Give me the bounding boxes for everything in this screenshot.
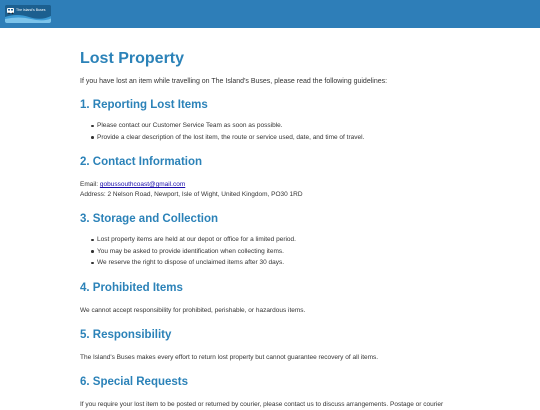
list-item: Provide a clear description of the lost item, the route or service used, date, and time of travel. (91, 132, 520, 144)
page-title: Lost Property (80, 50, 185, 67)
email-label: Email: (80, 181, 100, 188)
email-line (80, 180, 520, 190)
section-heading-responsibility: 5. Responsibility (80, 328, 172, 341)
reporting-list (80, 120, 520, 143)
contact-info (80, 180, 520, 200)
section-heading-storage: 3. Storage and Collection (80, 213, 219, 225)
list-item: We reserve the right to dispose of unclaimed items after 30 days. (91, 257, 520, 269)
logo-text: The Island's Buses (16, 8, 46, 12)
special-requests-text: If you require your lost item to be posted or returned by courier, please contact us to discuss arrangements. Postage or courier (80, 400, 444, 408)
main-content (80, 28, 520, 410)
list-item: You may be asked to provide identification when collecting items. (91, 246, 520, 258)
email-link[interactable]: gobussouthcoast@gmail.com (99, 181, 186, 188)
responsibility-text: The Island's Buses makes every effort to return lost property but cannot guarantee recovery of all items. (80, 353, 379, 361)
prohibited-text: We cannot accept responsibility for prohibited, perishable, or hazardous items. (80, 306, 306, 314)
site-logo[interactable] (5, 5, 51, 23)
list-item: Lost property items are held at our depot or office for a limited period. (91, 234, 520, 246)
section-heading-contact: 2. Contact Information (80, 156, 203, 168)
list-item: Please contact our Customer Service Team as soon as possible. (91, 120, 520, 132)
storage-list (80, 234, 520, 269)
address-line: Address: 2 Nelson Road, Newport, Isle of Wight, United Kingdom, PO30 1RD (80, 191, 303, 198)
top-header-bar (0, 0, 540, 28)
section-heading-reporting: 1. Reporting Lost Items (80, 99, 208, 111)
intro-text: If you have lost an item while travelling on The Island's Buses, please read the following guidelines: (80, 78, 388, 85)
section-heading-prohibited: 4. Prohibited Items (80, 281, 183, 294)
section-heading-special-requests: 6. Special Requests (80, 375, 189, 388)
